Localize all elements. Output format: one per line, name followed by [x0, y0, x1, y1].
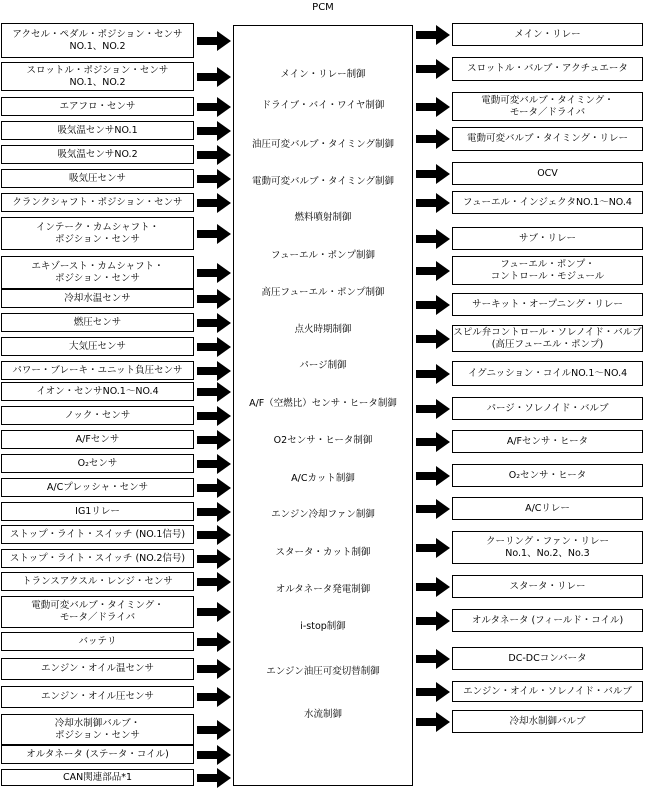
- input-box: エンジン・オイル温センサ: [1, 658, 194, 680]
- input-box: 吸気温センサNO.1: [1, 121, 194, 140]
- pcm-control-label: 点火時期制御: [294, 324, 352, 335]
- output-box: イグニッション・コイルNO.1～NO.4: [452, 361, 643, 386]
- output-arrow: [416, 577, 450, 597]
- input-box: クランクシャフト・ポジション・センサ: [1, 193, 194, 212]
- input-box: ストップ・ライト・スイッチ (NO.1信号): [1, 525, 194, 544]
- output-box: メイン・リレー: [452, 23, 643, 46]
- pcm-control-label: スタータ・カット制御: [275, 547, 371, 558]
- input-arrow: [197, 406, 231, 426]
- input-arrow: [197, 768, 231, 788]
- output-box: 冷却水制御バルブ: [452, 710, 643, 733]
- output-box: スピル弁コントロール・ソレノイド・バルブ (高圧フューエル・ポンプ): [452, 325, 643, 352]
- input-arrow: [197, 632, 231, 652]
- input-box: イオン・センサNO.1～NO.4: [1, 382, 194, 401]
- input-arrow: [197, 687, 231, 707]
- input-arrow: [197, 361, 231, 381]
- output-arrow: [416, 261, 450, 281]
- input-box: ノック・センサ: [1, 406, 194, 425]
- pcm-control-label: 燃料噴射制御: [294, 212, 352, 223]
- input-box: オルタネータ (ステータ・コイル): [1, 745, 194, 764]
- input-arrow: [197, 745, 231, 765]
- output-arrow: [416, 59, 450, 79]
- pcm-control-label: i-stop制御: [300, 621, 346, 632]
- pcm-control-label: メイン・リレー制御: [280, 69, 366, 80]
- output-arrow: [416, 499, 450, 519]
- output-box: フューエル・ポンプ・ コントロール・モジュール: [452, 256, 643, 285]
- output-arrow: [416, 295, 450, 315]
- output-box: エンジン・オイル・ソレノイド・バルブ: [452, 681, 643, 702]
- output-box: パージ・ソレノイド・バルブ: [452, 397, 643, 420]
- output-box: OCV: [452, 162, 643, 185]
- output-arrow: [416, 164, 450, 184]
- input-arrow: [197, 502, 231, 522]
- input-arrow: [197, 121, 231, 141]
- pcm-control-label: 高圧フューエル・ポンプ制御: [261, 287, 385, 298]
- output-arrow: [416, 538, 450, 558]
- input-box: インテーク・カムシャフト・ ポジション・センサ: [1, 217, 194, 250]
- output-box: サーキット・オープニング・リレー: [452, 293, 643, 316]
- input-box: O₂センサ: [1, 454, 194, 473]
- input-arrow: [197, 454, 231, 474]
- input-box: CAN関連部品*1: [1, 769, 194, 786]
- input-arrow: [197, 67, 231, 87]
- output-box: O₂センサ・ヒータ: [452, 464, 643, 487]
- input-arrow: [197, 97, 231, 117]
- pcm-control-label: A/F（空燃比）センサ・ヒータ制御: [249, 398, 397, 409]
- input-box: エアフロ・センサ: [1, 97, 194, 116]
- pcm-control-label: パージ制御: [299, 360, 347, 371]
- input-arrow: [197, 224, 231, 244]
- pcm-control-label: エンジン油圧可変切替制御: [266, 666, 380, 677]
- input-box: 吸気温センサNO.2: [1, 145, 194, 164]
- input-box: 冷却水制御バルブ・ ポジション・センサ: [1, 714, 194, 745]
- output-arrow: [416, 399, 450, 419]
- output-arrow: [416, 229, 450, 249]
- input-arrow: [197, 549, 231, 569]
- pcm-control-label: エンジン冷却ファン制御: [271, 509, 375, 520]
- input-arrow: [197, 430, 231, 450]
- input-arrow: [197, 572, 231, 592]
- input-arrow: [197, 145, 231, 165]
- output-box: フューエル・インジェクタNO.1～NO.4: [452, 191, 643, 214]
- input-arrow: [197, 525, 231, 545]
- input-arrow: [197, 720, 231, 740]
- input-arrow: [197, 337, 231, 357]
- output-arrow: [416, 364, 450, 384]
- input-arrow: [197, 382, 231, 402]
- output-arrow: [416, 611, 450, 631]
- input-arrow: [197, 169, 231, 189]
- output-box: オルタネータ (フィールド・コイル): [452, 609, 643, 632]
- input-box: 冷却水温センサ: [1, 289, 194, 308]
- output-arrow: [416, 329, 450, 349]
- output-box: A/Fセンサ・ヒータ: [452, 430, 643, 453]
- input-box: アクセル・ペダル・ポジション・センサ NO.1、NO.2: [1, 23, 194, 58]
- input-arrow: [197, 289, 231, 309]
- output-arrow: [416, 712, 450, 732]
- pcm-control-label: 油圧可変バルブ・タイミング制御: [251, 139, 395, 150]
- input-box: パワー・ブレーキ・ユニット負圧センサ: [1, 361, 194, 380]
- input-box: 大気圧センサ: [1, 337, 194, 356]
- pcm-control-label: フューエル・ポンプ制御: [270, 250, 376, 261]
- input-arrow: [197, 193, 231, 213]
- input-box: ストップ・ライト・スイッチ (NO.2信号): [1, 549, 194, 568]
- pcm-control-label: 水流制御: [303, 709, 342, 720]
- input-arrow: [197, 478, 231, 498]
- input-arrow: [197, 313, 231, 333]
- input-arrow: [197, 31, 231, 51]
- pcm-title: PCM: [312, 2, 334, 13]
- input-box: IG1リレー: [1, 502, 194, 521]
- input-arrow: [197, 263, 231, 283]
- output-box: 電動可変バルブ・タイミング・ モータ／ドライバ: [452, 92, 643, 121]
- pcm-control-label: オルタネータ発電制御: [275, 584, 371, 595]
- output-box: 電動可変バルブ・タイミング・リレー: [452, 127, 643, 151]
- input-arrow: [197, 659, 231, 679]
- pcm-control-label: A/Cカット制御: [291, 473, 355, 484]
- output-arrow: [416, 97, 450, 117]
- input-box: エキゾースト・カムシャフト・ ポジション・センサ: [1, 256, 194, 289]
- output-box: クーリング・ファン・リレー No.1、No.2、No.3: [452, 531, 643, 564]
- pcm-control-label: 電動可変バルブ・タイミング制御: [251, 176, 395, 187]
- output-arrow: [416, 193, 450, 213]
- pcm-control-label: ドライブ・バイ・ワイヤ制御: [261, 100, 385, 111]
- pcm-control-label: O2センサ・ヒータ制御: [273, 435, 373, 446]
- input-box: エンジン・オイル圧センサ: [1, 686, 194, 708]
- input-arrow: [197, 602, 231, 622]
- output-box: スロットル・バルブ・アクチュエータ: [452, 57, 643, 81]
- output-arrow: [416, 129, 450, 149]
- output-box: スタータ・リレー: [452, 575, 643, 598]
- output-arrow: [416, 25, 450, 45]
- input-box: トランスアクスル・レンジ・センサ: [1, 572, 194, 591]
- output-box: DC-DCコンバータ: [452, 647, 643, 670]
- output-arrow: [416, 682, 450, 702]
- input-box: 吸気圧センサ: [1, 169, 194, 188]
- input-box: バッテリ: [1, 632, 194, 651]
- output-box: サブ・リレー: [452, 227, 643, 250]
- input-box: 電動可変バルブ・タイミング・ モータ／ドライバ: [1, 596, 194, 628]
- output-arrow: [416, 432, 450, 452]
- input-box: スロットル・ポジション・センサ NO.1、NO.2: [1, 62, 194, 91]
- output-arrow: [416, 466, 450, 486]
- input-box: 燃圧センサ: [1, 313, 194, 332]
- output-box: A/Cリレー: [452, 497, 643, 520]
- input-box: A/Cプレッシャ・センサ: [1, 478, 194, 497]
- output-arrow: [416, 649, 450, 669]
- input-box: A/Fセンサ: [1, 430, 194, 449]
